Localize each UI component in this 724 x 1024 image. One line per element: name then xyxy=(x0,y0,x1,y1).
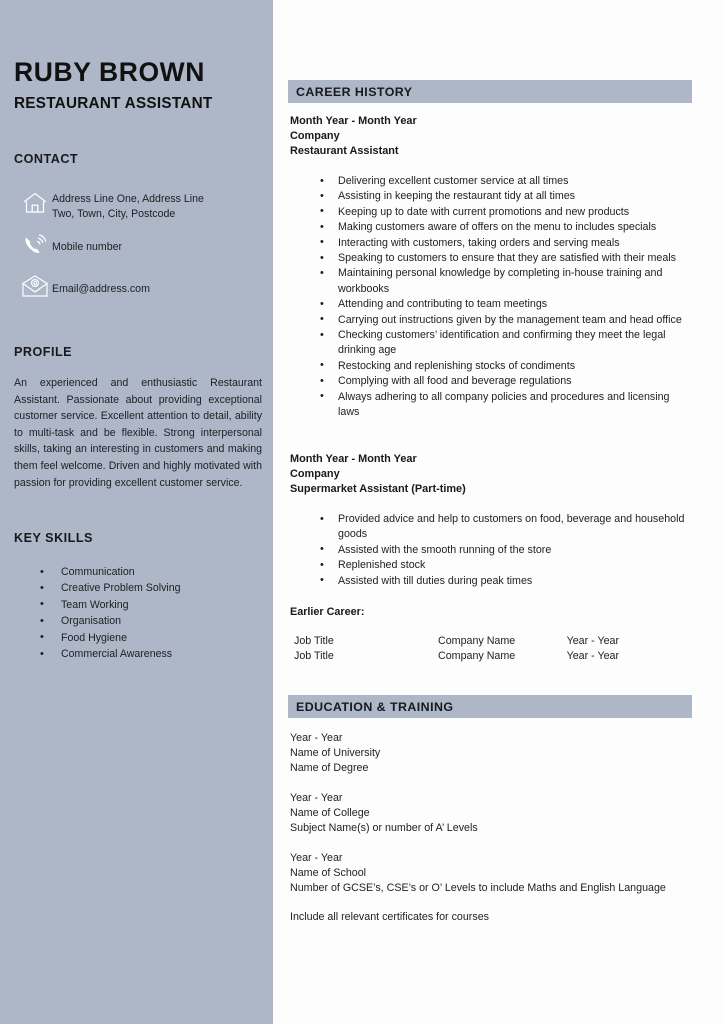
career-history-heading: CAREER HISTORY xyxy=(296,84,413,99)
table-row xyxy=(294,634,690,649)
list-item: • Restocking and replenishing stocks of condiments xyxy=(290,359,690,374)
education-list xyxy=(290,731,690,925)
education-entry xyxy=(290,791,690,836)
list-item: • Maintaining personal knowledge by completing in-house training and workbooks xyxy=(290,266,690,297)
earlier-job-company: Company Name xyxy=(438,635,516,647)
main-column xyxy=(288,0,692,1024)
job-title: Supermarket Assistant (Part-time) xyxy=(290,483,466,496)
list-item: • Delivering excellent customer service at all times xyxy=(290,174,690,189)
contact-heading: CONTACT xyxy=(14,152,79,166)
earlier-job-title: Job Title xyxy=(294,635,334,647)
job-dates: Month Year - Month Year xyxy=(290,453,417,465)
contact-row-address xyxy=(18,190,268,222)
table-row xyxy=(294,649,690,664)
contact-row-email xyxy=(18,274,268,306)
list-item: • Provided advice and help to customers on food, beverage and household goods xyxy=(290,512,690,543)
list-item: • Checking customers’ identification and confirming they meet the legal drinking age xyxy=(290,328,690,359)
list-item: • Creative Problem Solving xyxy=(14,580,264,596)
address-line-2: Two, Town, City, Postcode xyxy=(52,208,176,221)
name-block xyxy=(14,58,264,113)
list-item: • Making customers aware of offers on the menu to includes specials xyxy=(290,220,690,235)
job-dates: Month Year - Month Year xyxy=(290,115,417,127)
contact-row-phone xyxy=(18,232,268,264)
key-skills-list xyxy=(14,564,264,662)
education-note: Include all relevant certificates for courses xyxy=(290,911,489,924)
list-item: • Complying with all food and beverage regulations xyxy=(290,374,690,389)
job-company: Company xyxy=(290,130,340,143)
list-item: • Interacting with customers, taking orders and serving meals xyxy=(290,236,690,251)
earlier-career-table xyxy=(294,634,690,665)
career-history-band xyxy=(288,80,692,103)
contact-email-text: Email@address.com xyxy=(52,283,150,296)
home-icon xyxy=(18,190,52,215)
education-institution: Name of University xyxy=(290,747,381,760)
earlier-job-years: Year - Year xyxy=(566,650,620,663)
earlier-job-company: Company Name xyxy=(438,650,516,663)
education-training-heading: EDUCATION & TRAINING xyxy=(296,699,454,714)
job-duties-list xyxy=(290,174,690,421)
education-institution: Name of School xyxy=(290,866,367,879)
profile-heading: PROFILE xyxy=(14,345,73,359)
education-years: Year - Year xyxy=(290,791,343,804)
list-item: • Organisation xyxy=(14,613,264,629)
education-detail: Subject Name(s) or number of A’ Levels xyxy=(290,821,478,834)
education-detail: Number of GCSE’s, CSE’s or O’ Levels to include Maths and English Language xyxy=(290,881,666,894)
phone-icon xyxy=(18,232,52,258)
list-item: • Assisted with till duties during peak times xyxy=(290,574,690,589)
contact-address-text xyxy=(52,190,204,222)
education-institution: Name of College xyxy=(290,806,370,819)
contact-list xyxy=(18,190,268,316)
list-item: • Keeping up to date with current promotions and new products xyxy=(290,205,690,220)
list-item: • Attending and contributing to team meetings xyxy=(290,297,690,312)
sidebar xyxy=(0,0,273,1024)
list-item: • Always adhering to all company policies and procedures and licensing laws xyxy=(290,390,690,421)
list-item: • Speaking to customers to ensure that they are satisfied with their meals xyxy=(290,251,690,266)
list-item: • Assisting in keeping the restaurant tidy at all times xyxy=(290,189,690,204)
skills-heading: KEY SKILLS xyxy=(14,531,93,545)
address-line-1: Address Line One, Address Line xyxy=(52,193,204,205)
list-item: • Carrying out instructions given by the management team and head office xyxy=(290,313,690,328)
job-duties-list xyxy=(290,512,690,589)
list-item: • Commercial Awareness xyxy=(14,646,264,662)
education-entry xyxy=(290,731,690,776)
education-years: Year - Year xyxy=(290,851,343,864)
education-training-band xyxy=(288,695,692,718)
candidate-name: RUBY BROWN xyxy=(14,57,206,87)
job-header xyxy=(290,452,690,498)
candidate-role: RESTAURANT ASSISTANT xyxy=(14,95,213,113)
earlier-career-label: Earlier Career: xyxy=(290,606,365,618)
profile-text: An experienced and enthusiastic Restaurant Assistant. Passionate about providing exceptional customer service. Excellent attention to detail, ability to multi-task and be flexible. Strong interpersonal skills, taking an interesting in customers and making them feel welcome. Driven and highly motivated with passion for providing excellent customer service. xyxy=(14,377,262,489)
list-item: • Food Hygiene xyxy=(14,630,264,646)
job-company: Company xyxy=(290,468,340,481)
list-item: • Replenished stock xyxy=(290,558,690,573)
job-header xyxy=(290,114,690,160)
earlier-job-years: Year - Year xyxy=(566,635,620,647)
job-title: Restaurant Assistant xyxy=(290,145,399,158)
list-item: • Assisted with the smooth running of the store xyxy=(290,543,690,558)
list-item: • Communication xyxy=(14,564,264,580)
contact-phone-text: Mobile number xyxy=(52,241,123,254)
education-years: Year - Year xyxy=(290,732,343,744)
education-entry xyxy=(290,851,690,896)
education-detail: Name of Degree xyxy=(290,762,369,775)
earlier-job-title: Job Title xyxy=(294,650,334,663)
email-icon xyxy=(18,274,52,299)
list-item: • Team Working xyxy=(14,597,264,613)
